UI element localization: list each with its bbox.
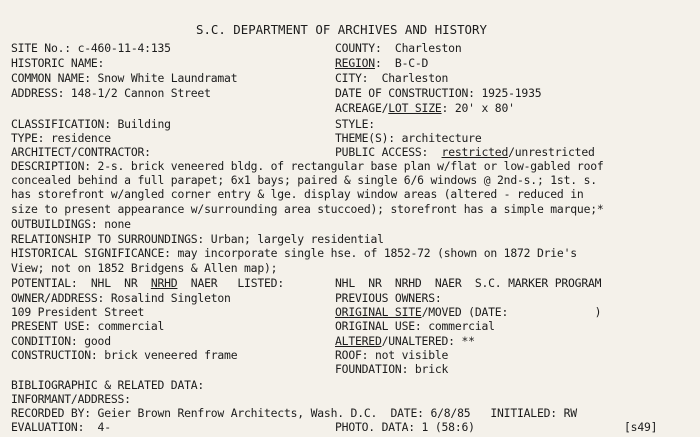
region-value: : B-C-D [374,56,429,70]
altered-label: ALTERED [335,334,382,348]
page-title: S.C. DEPARTMENT OF ARCHIVES AND HISTORY [196,22,487,37]
owner: OWNER/ADDRESS: Rosalind Singleton [11,291,231,305]
relationship: RELATIONSHIP TO SURROUNDINGS: Urban; largely residential [11,232,384,246]
architect: ARCHITECT/CONTRACTOR: [11,145,151,159]
public-access-rest: /unrestricted [508,145,595,159]
condition: CONDITION: good [11,334,111,348]
common-name: COMMON NAME: Snow White Laundramat [11,71,238,85]
original-site-label: ORIGINAL SITE [335,305,422,319]
classification: CLASSIFICATION: Building [11,117,171,131]
significance-line-2: View; not on 1852 Bridgens & Allen map); [11,261,278,275]
date-of-construction: DATE OF CONSTRUCTION: 1925-1935 [335,86,542,100]
county: COUNTY: Charleston [335,41,462,55]
altered [335,334,475,348]
construction: CONSTRUCTION: brick veneered frame [11,348,238,362]
present-use: PRESENT USE: commercial [11,319,165,333]
acreage-label: ACREAGE/ [335,101,389,115]
acreage-lot-size [335,101,515,115]
listed: NHL NR NRHD NAER S.C. MARKER PROGRAM [335,276,602,290]
public-access [335,145,595,159]
informant: INFORMANT/ADDRESS: [11,392,131,406]
foundation: FOUNDATION: brick [335,362,449,376]
description-line-3: has storefront w/angled corner entry & lge. display window areas (altered - reduced in [11,187,584,201]
unaltered-text: /UNALTERED: ** [381,334,475,348]
style: STYLE: [335,117,375,131]
original-use: ORIGINAL USE: commercial [335,319,495,333]
potential-rest: NAER LISTED: [177,276,284,290]
recorded-by: RECORDED BY: Geier Brown Renfrow Architects, Wash. D.C. DATE: 6/8/85 INITIALED: RW [11,406,577,420]
acreage-value: : 20' x 80' [441,101,515,115]
type: TYPE: residence [11,131,111,145]
themes: THEME(S): architecture [335,131,482,145]
description-line-1: DESCRIPTION: 2-s. brick veneered bldg. of rectangular base plan w/flat or low-gabled roof [11,159,604,173]
public-access-label: PUBLIC ACCESS: [335,145,442,159]
region [335,56,428,70]
previous-owners: PREVIOUS OWNERS: [335,291,442,305]
historic-name: HISTORIC NAME: [11,56,105,70]
original-site [335,305,601,319]
moved-text: /MOVED (DATE: ) [421,305,602,319]
bibliographic: BIBLIOGRAPHIC & RELATED DATA: [11,378,205,392]
address: ADDRESS: 148-1/2 Cannon Street [11,86,211,100]
roof: ROOF: not visible [335,348,449,362]
region-label: REGION [335,56,375,70]
potential [11,276,284,290]
lot-size-label: LOT SIZE [388,101,442,115]
city: CITY: Charleston [335,71,449,85]
outbuildings: OUTBUILDINGS: none [11,217,131,231]
description-line-4: size to present appearance w/surrounding area stuccoed); storefront has a simple marque;* [11,202,604,216]
page-reference: [s49] [624,420,658,434]
potential-label: POTENTIAL: NHL NR [11,276,151,290]
significance-line-1: HISTORICAL SIGNIFICANCE: may incorporate single hse. of 1852-72 (shown on 1872 Drie's [11,246,577,260]
public-access-restricted: restricted [441,145,509,159]
description-line-2: concealed behind a full parapet; 6x1 bays; paired & single 6/6 windows @ 2nd-s.; 1st. s. [11,173,597,187]
owner-address: 109 President Street [11,305,145,319]
photo-data: PHOTO. DATA: 1 (58:6) [335,420,475,434]
site-number: SITE No.: c-460-11-4:135 [11,41,171,55]
evaluation: EVALUATION: 4- [11,420,111,434]
potential-nrhd: NRHD [150,276,178,290]
